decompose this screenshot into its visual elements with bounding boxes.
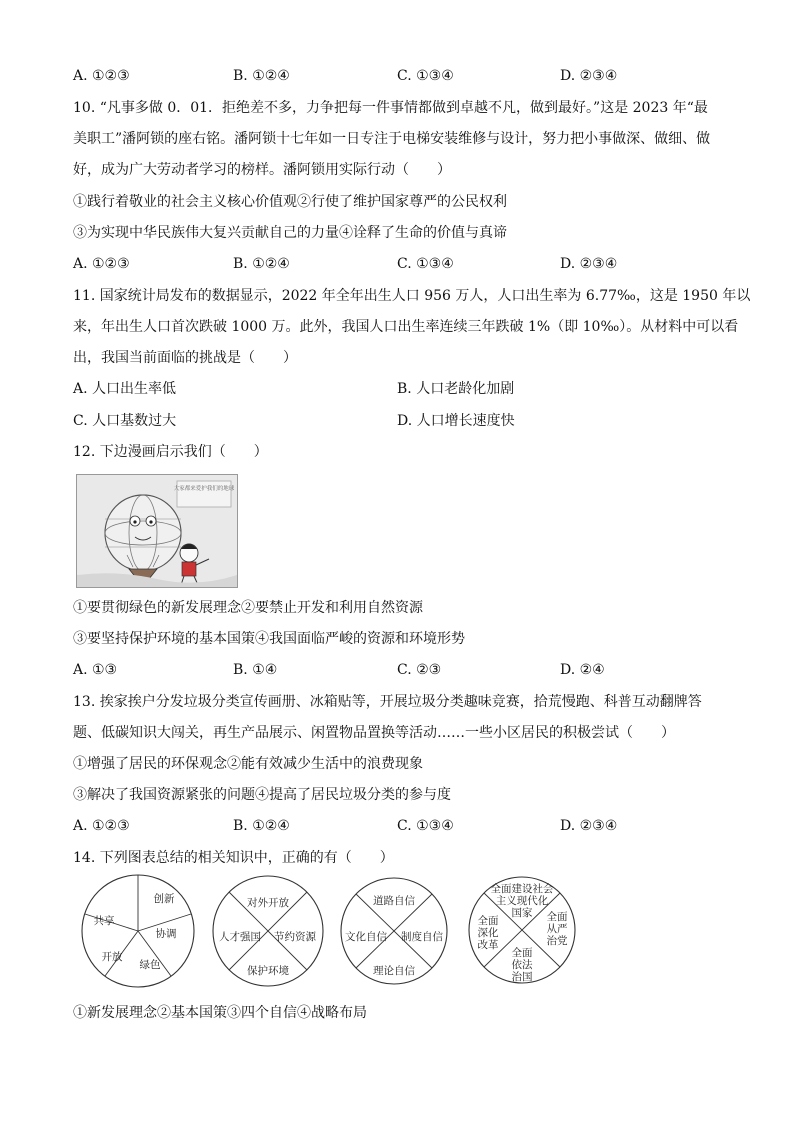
q9-option-a: A. ①②③ xyxy=(73,68,130,84)
circle1-label-innovation: 创新 xyxy=(153,893,175,905)
q14-answer-line: ①新发展理念②基本国策③四个自信④战略布局 xyxy=(73,1005,367,1021)
circle4-bottom-line-2: 依法 xyxy=(511,959,533,971)
q13-item-line-2: ③解决了我国资源紧张的问题④提高了居民垃圾分类的参与度 xyxy=(73,787,451,803)
q12-item-line-2: ③要坚持保护环境的基本国策④我国面临严峻的资源和环境形势 xyxy=(73,631,465,647)
circle4-left-line-1: 全面 xyxy=(477,915,499,927)
circle4-right-line-2: 从严 xyxy=(546,923,568,935)
q12-option-b: B. ①④ xyxy=(233,662,278,678)
q13-option-d: D. ②③④ xyxy=(560,818,618,834)
q11-stem-line-2: 来，年出生人口首次跌破 1000 万。此外，我国人口出生率连续三年跌破 1%（即 10‰）。从材料中可以看 xyxy=(73,319,739,335)
circle1-label-opening: 开放 xyxy=(101,951,123,963)
circle2-label-talent-strong-nation: 人才强国 xyxy=(219,931,261,943)
circle4-bottom-line-1: 全面 xyxy=(511,947,533,959)
q12-option-a: A. ①③ xyxy=(73,662,118,678)
q9-option-d: D. ②③④ xyxy=(560,68,618,84)
circle1-label-green: 绿色 xyxy=(139,959,161,971)
q10-item-line-2: ③为实现中华民族伟大复兴贡献自己的力量④诠释了生命的价值与真谛 xyxy=(73,225,507,241)
q12-stem: 12. 下边漫画启示我们（ ） xyxy=(73,444,268,460)
cartoon-globe-illustration xyxy=(77,475,237,587)
circle4-bottom-line-3: 治国 xyxy=(511,971,533,983)
q9-option-c: C. ①③④ xyxy=(397,68,454,84)
q12-cartoon-image xyxy=(76,474,238,588)
q12-option-d: D. ②④ xyxy=(560,662,605,678)
circle4-left-line-3: 改革 xyxy=(477,939,499,951)
q13-option-b: B. ①②④ xyxy=(233,818,290,834)
circle1-label-sharing: 共享 xyxy=(93,915,115,927)
circle2-label-save-resources: 节约资源 xyxy=(274,931,316,943)
circle4-top-line-3: 国家 xyxy=(511,907,533,919)
q14-circle-basic-policies xyxy=(210,870,326,992)
circle4-right-line-3: 治党 xyxy=(546,935,568,947)
q10-option-c: C. ①③④ xyxy=(397,256,454,272)
q14-stem: 14. 下列图表总结的相关知识中，正确的有（ ） xyxy=(73,850,394,866)
q14-circle-development-concepts xyxy=(78,870,198,992)
circle2-label-protect-environment: 保护环境 xyxy=(247,965,289,977)
cartoon-sign-text: 大家都来爱护我们的地球 xyxy=(173,486,235,492)
q14-circle-four-confidences xyxy=(338,870,450,992)
q11-option-a: A. 人口出生率低 xyxy=(73,381,177,397)
q10-stem-line-2: 美职工”潘阿锁的座右铭。潘阿锁十七年如一日专注于电梯安装维修与设计，努力把小事做深、做细、做 xyxy=(73,131,711,147)
q10-option-b: B. ①②④ xyxy=(233,256,290,272)
q13-stem-line-1: 13. 挨家挨户分发垃圾分类宣传画册、冰箱贴等，开展垃圾分类趣味竞赛，拾荒慢跑、科普互动翻牌答 xyxy=(73,694,702,710)
circle4-top-line-2: 主义现代化 xyxy=(495,895,549,907)
q12-item-line-1: ①要贯彻绿色的新发展理念②要禁止开发和利用自然资源 xyxy=(73,600,423,616)
circle4-right-line-1: 全面 xyxy=(546,911,568,923)
q11-option-b: B. 人口老龄化加剧 xyxy=(397,381,515,397)
q13-item-line-1: ①增强了居民的环保观念②能有效减少生活中的浪费现象 xyxy=(73,756,423,772)
circle3-label-culture-confidence: 文化自信 xyxy=(345,931,387,943)
q9-option-b: B. ①②④ xyxy=(233,68,290,84)
q10-option-d: D. ②③④ xyxy=(560,256,618,272)
circle3-label-theory-confidence: 理论自信 xyxy=(373,965,415,977)
circle3-label-path-confidence: 道路自信 xyxy=(373,895,415,907)
q11-stem-line-1: 11. 国家统计局发布的数据显示，2022 年全年出生人口 956 万人，人口出生率为 6.77‰，这是 1950 年以 xyxy=(73,288,751,304)
q10-option-a: A. ①②③ xyxy=(73,256,130,272)
circle1-label-coordination: 协调 xyxy=(155,928,177,940)
q10-stem-line-3: 好，成为广大劳动者学习的榜样。潘阿锁用实际行动（ ） xyxy=(73,162,451,178)
q13-option-c: C. ①③④ xyxy=(397,818,454,834)
q14-circle-strategic-layout xyxy=(466,870,578,994)
circle3-label-system-confidence: 制度自信 xyxy=(401,931,443,943)
q12-option-c: C. ②③ xyxy=(397,662,442,678)
q11-stem-line-3: 出，我国当前面临的挑战是（ ） xyxy=(73,350,297,366)
q11-option-c: C. 人口基数过大 xyxy=(73,413,177,429)
circle2-label-opening-up: 对外开放 xyxy=(247,897,289,909)
q10-item-line-1: ①践行着敬业的社会主义核心价值观②行使了维护国家尊严的公民权利 xyxy=(73,194,507,210)
circle4-top-line-1: 全面建设社会 xyxy=(490,883,554,895)
q11-option-d: D. 人口增长速度快 xyxy=(397,413,515,429)
q13-option-a: A. ①②③ xyxy=(73,818,130,834)
q13-stem-line-2: 题、低碳知识大闯关，再生产品展示、闲置物品置换等活动……一些小区居民的积极尝试（ ） xyxy=(73,725,675,741)
circle4-left-line-2: 深化 xyxy=(477,927,499,939)
q10-stem-line-1: 10. “凡事多做 0．01．拒绝差不多，力争把每一件事情都做到卓越不凡，做到最好。”这是 2023 年“最 xyxy=(73,100,708,116)
